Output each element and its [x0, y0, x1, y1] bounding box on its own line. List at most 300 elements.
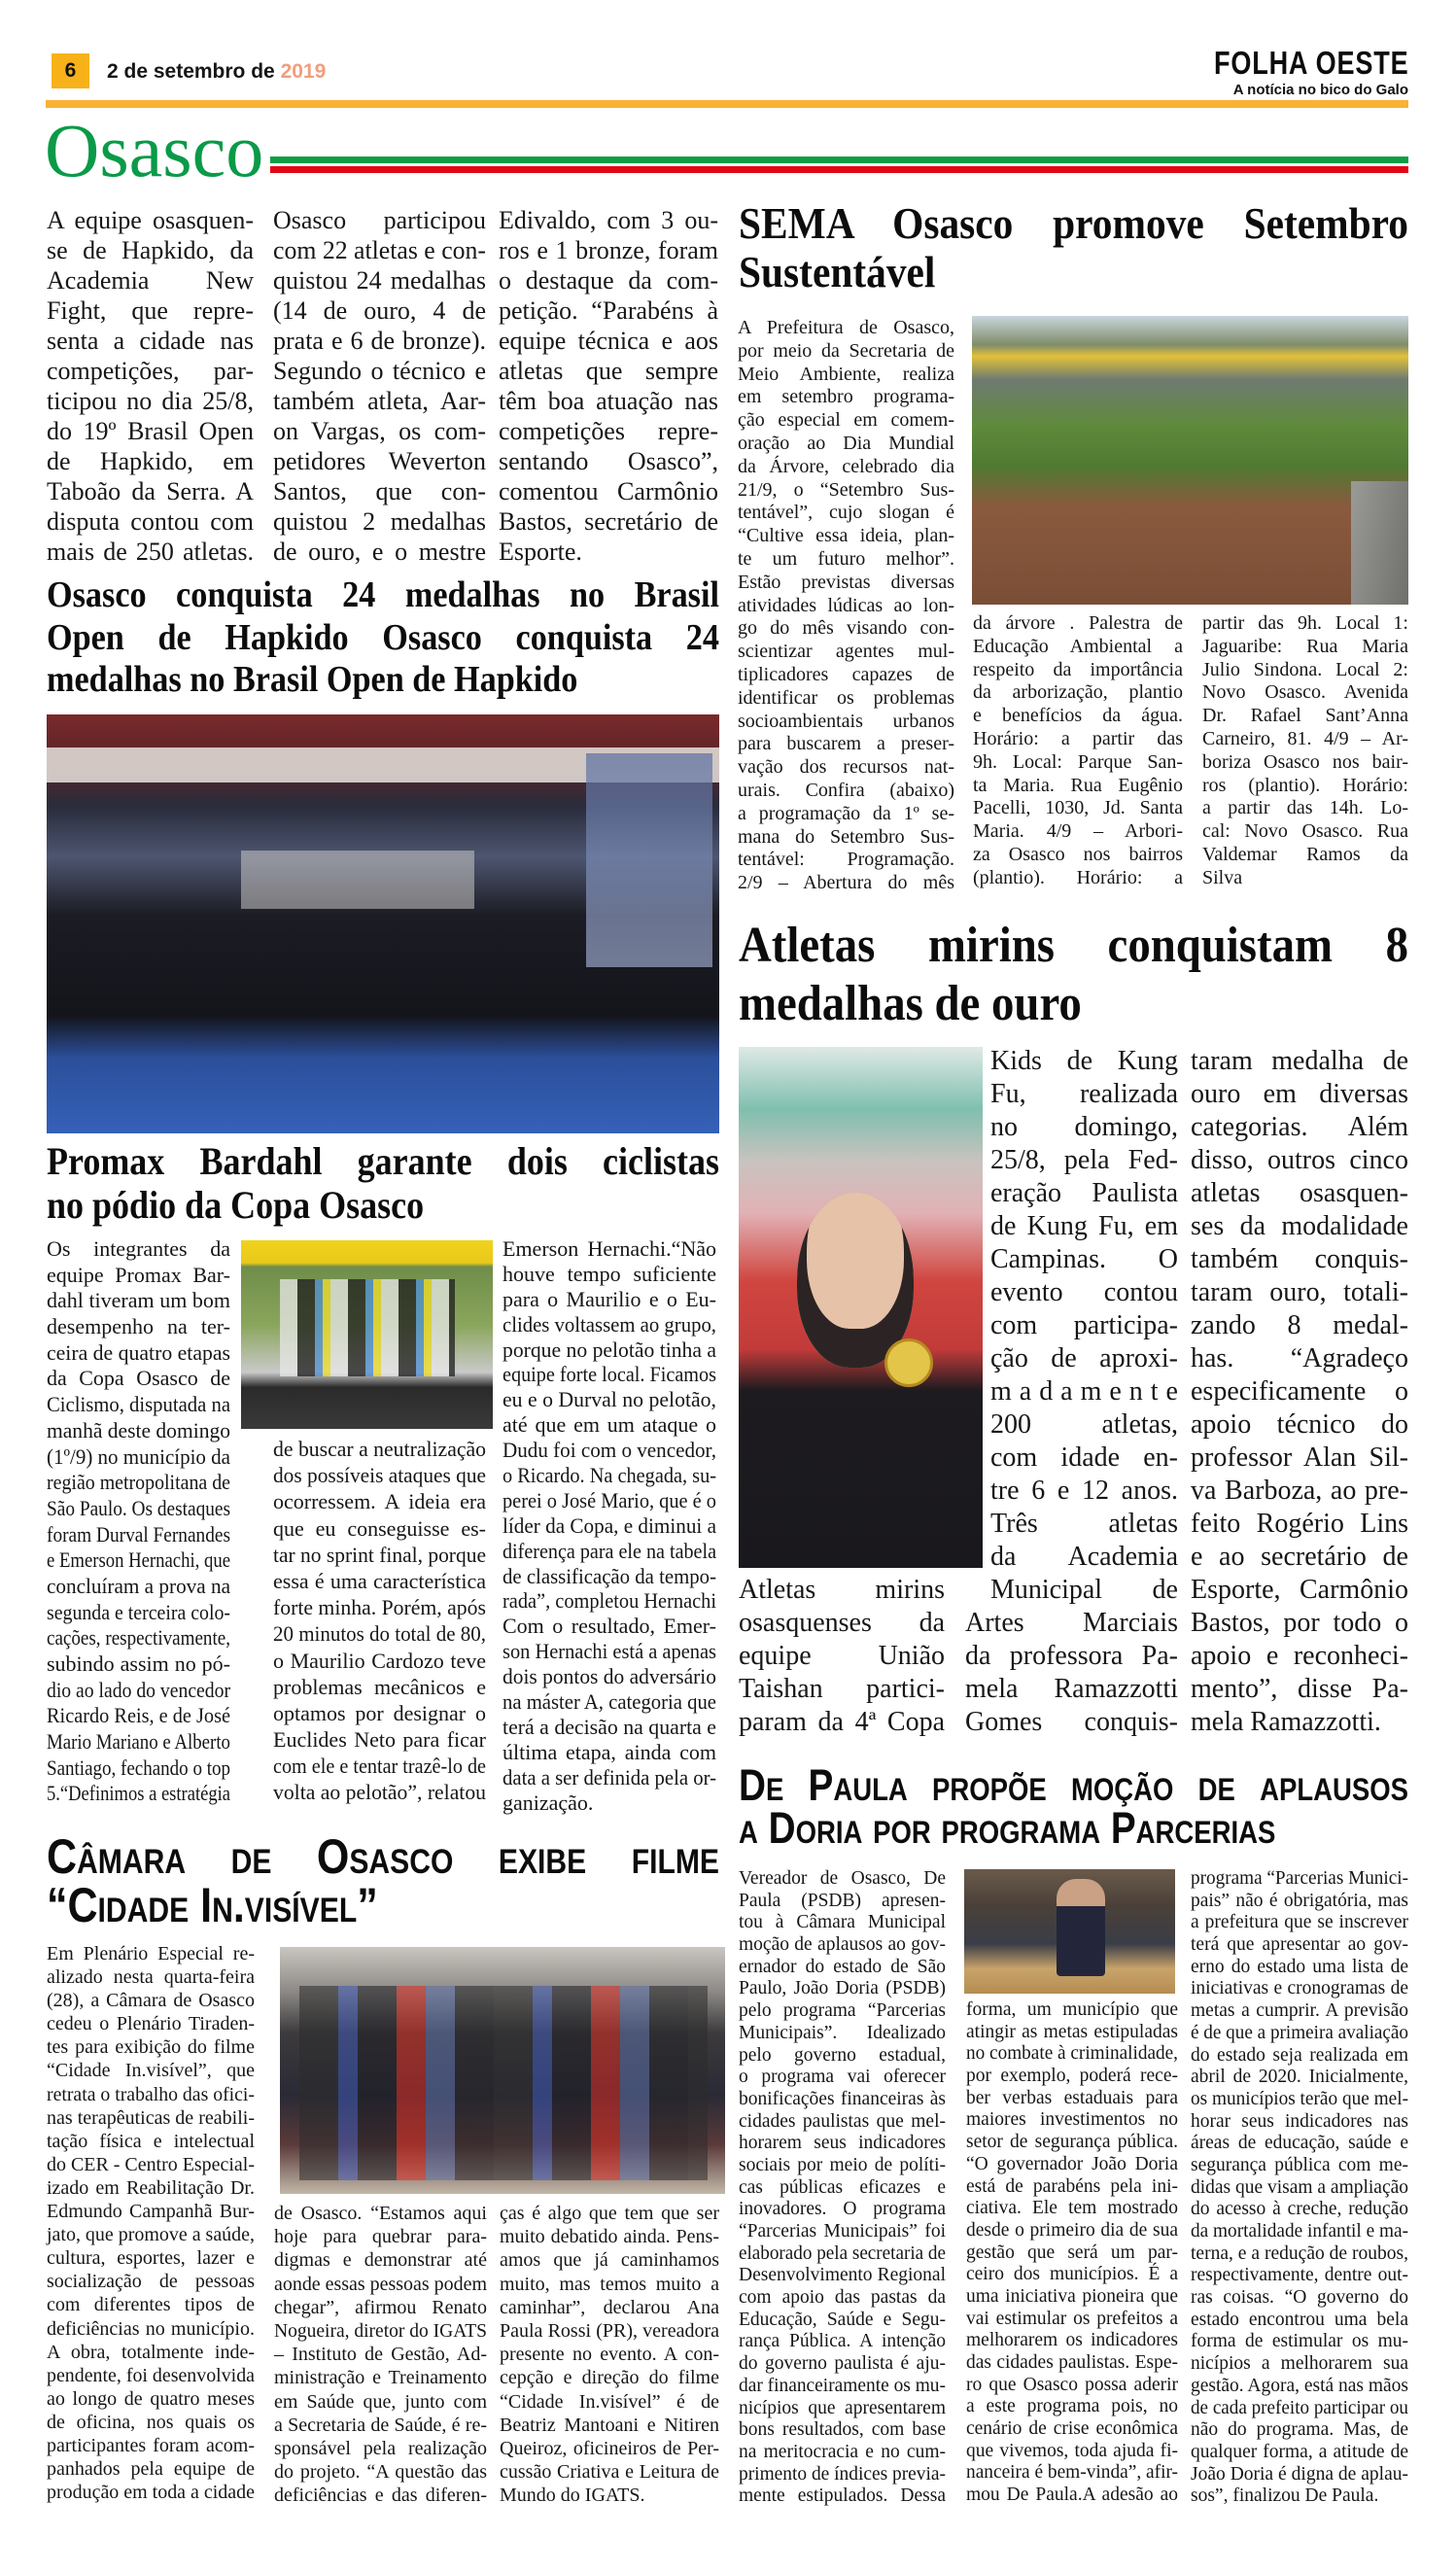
text-line-content: a Doria por programa Parcerias [739, 1803, 1276, 1853]
text-line [1191, 2177, 1408, 2200]
text-line-content: Nogueira, diretor do IGATS [274, 2319, 487, 2342]
text-line [47, 1263, 230, 1289]
text-line [274, 2202, 487, 2225]
header-rule [46, 100, 1408, 108]
text-line-content: forma de estimular os mu- [1191, 2331, 1408, 2352]
text-line-content: terá que apresentar ao gov- [1191, 1934, 1408, 1956]
text-line-content: que eu conseguisse es- [273, 1515, 486, 1541]
text-line-content: cepção e direção do filme [500, 2367, 719, 2389]
text-line [1191, 1957, 1408, 1979]
text-line-content: competições, par- [47, 357, 254, 385]
text-line [47, 1651, 230, 1678]
text-line [47, 386, 254, 416]
text-line [500, 2273, 719, 2296]
text-line-content: Dr. Rafael Sant’Anna [1202, 705, 1408, 727]
text-line-content: Bastos, por todo o [1191, 1608, 1408, 1638]
text-line-content: Taishan partici- [739, 1674, 945, 1704]
atletas-column-2-top [990, 1045, 1178, 1607]
text-line [500, 2390, 719, 2414]
text-line-content: rada”, completou Hernachi [503, 1588, 716, 1614]
text-line [273, 446, 486, 476]
text-line-content: do estado seja realizada em [1191, 2044, 1408, 2066]
text-line [500, 2202, 719, 2225]
text-line-content: os municípios terão que mel- [1191, 2088, 1408, 2109]
text-line-content: atividades lúdicas ao lon- [738, 594, 954, 616]
text-line-content: cal: Novo Osasco. Rua [1202, 820, 1408, 843]
text-line [500, 2343, 719, 2366]
text-line [47, 2246, 255, 2270]
text-line [990, 1541, 1178, 1574]
masthead-tagline: A notícia no bico do Galo [1232, 82, 1408, 98]
text-line-content: equipe técnica e aos [499, 327, 718, 355]
atletas-headline [739, 917, 1408, 1033]
text-line-content: essa é uma característica [273, 1568, 486, 1593]
sema-column-2 [973, 612, 1183, 890]
text-line-content: Fu, realizada [990, 1079, 1178, 1109]
text-line-content: iniciativas e cronogramas de [1191, 1978, 1408, 1999]
text-line-content: amos que já caminhamos [500, 2249, 719, 2272]
text-line [274, 2366, 487, 2389]
text-line-content: deficiências no município. [47, 2317, 255, 2340]
text-line [503, 1790, 716, 1816]
text-line-content: estado encontrou uma bela [1191, 2309, 1408, 2330]
text-line [47, 2059, 255, 2082]
text-line-content: ministração e Treinamento [274, 2367, 487, 2389]
text-line-content: ros e 1 bronze, foram [499, 236, 718, 264]
text-line-content: osasquenses da [739, 1608, 945, 1638]
depaula-column-3 [1191, 1868, 1408, 2508]
text-line [503, 1438, 716, 1463]
text-line-content: izado em Reabilitação Dr. [47, 2176, 255, 2199]
text-line-content: mana do Setembro Sus- [738, 825, 954, 848]
text-line-content: va Barboza, ao pre- [1191, 1476, 1408, 1506]
text-line [499, 386, 718, 416]
text-line-content: Edivaldo, com 3 ou- [499, 206, 718, 234]
text-line [503, 1262, 716, 1287]
text-line-content: Silva [1202, 866, 1243, 888]
text-line-content: ganização. [503, 1790, 594, 1815]
text-line-content: tiplicadores capazes de [738, 663, 954, 685]
text-line [966, 2330, 1178, 2352]
text-line [47, 1965, 255, 1989]
text-line-content: bonificações financeiras às [739, 2088, 946, 2109]
text-line-content: muito debatido ainda. Pens- [500, 2226, 719, 2248]
text-line [47, 476, 254, 506]
text-line-content: Esporte. [499, 538, 582, 566]
text-line-content: Sustentável [739, 247, 936, 296]
text-line [990, 1375, 1178, 1408]
text-line-content: Estão previstas diversas [738, 571, 954, 593]
text-line [738, 456, 954, 479]
text-line-content: gestão. Agora, está nas mãos [1191, 2375, 1408, 2396]
text-line [47, 1496, 230, 1522]
text-line-content: é de que a primeira avaliação [1191, 2022, 1408, 2043]
text-line-content: clides voltassem ao grupo, [503, 1311, 716, 1337]
text-line [47, 2083, 255, 2106]
text-line [1202, 820, 1408, 844]
text-line [273, 205, 486, 235]
text-line [273, 295, 486, 326]
text-line [499, 537, 718, 567]
text-line-content: o Maurilio Cardozo teve [273, 1648, 486, 1673]
text-line [274, 2273, 487, 2296]
text-line [739, 2442, 946, 2464]
text-line [1202, 636, 1408, 659]
text-line-content: melhorarem os indicadores [966, 2330, 1178, 2351]
text-line [500, 2225, 719, 2248]
text-line [973, 820, 1183, 844]
text-line [273, 356, 486, 386]
text-line-content: dio ao lado do vencedor [47, 1677, 230, 1702]
text-line [273, 1674, 486, 1700]
text-line [503, 1765, 716, 1790]
text-line-content: go do mês visando con- [738, 617, 954, 640]
text-line [739, 1706, 945, 1739]
text-line [1191, 1912, 1408, 1934]
text-line [966, 2264, 1178, 2286]
text-line [273, 1726, 486, 1753]
text-line-content: scientizar agentes mul- [738, 641, 954, 663]
text-line [47, 1314, 230, 1340]
text-line [739, 2243, 946, 2266]
text-line-content: mente estipulados. Dessa [739, 2485, 946, 2507]
text-line [965, 1607, 1178, 1640]
text-line [965, 1706, 1178, 1739]
text-line [966, 2022, 1178, 2044]
text-line-content: com ele e tentar trazê-lo de [273, 1754, 486, 1779]
text-line [47, 2457, 255, 2481]
text-line [1191, 1508, 1408, 1541]
text-line-content: cas públicas eficazes e [739, 2176, 946, 2198]
text-line [966, 2198, 1178, 2220]
text-line [738, 548, 954, 572]
text-line [738, 409, 954, 433]
text-line [966, 2418, 1178, 2441]
masthead-logo: FOLHA OESTE [1213, 45, 1408, 81]
text-line [738, 641, 954, 664]
text-line-content: diferença para ele na tabela [503, 1538, 716, 1563]
text-line-content: está de parabéns pela ini- [966, 2175, 1178, 2197]
text-line [273, 476, 486, 506]
text-line [739, 2089, 946, 2111]
text-line-content: data a ser definida pela or- [503, 1764, 716, 1790]
text-line [500, 2484, 719, 2507]
text-line [739, 1934, 946, 1957]
text-line-content: dahl tiveram um bom [47, 1288, 230, 1313]
text-line [500, 2366, 719, 2389]
text-line-content: gestão que será um par- [966, 2242, 1178, 2263]
text-line [47, 2153, 255, 2176]
text-line [966, 2352, 1178, 2375]
text-line-content: ses da modalidade [1191, 1211, 1408, 1241]
text-line [503, 1689, 716, 1715]
text-line-content: “Cultive essa ideia, plan- [738, 525, 954, 547]
text-line-content: equipe União [739, 1641, 945, 1671]
text-line [47, 2481, 255, 2504]
text-line [1191, 1475, 1408, 1508]
text-line [47, 2200, 255, 2223]
text-line-content: têm boa atuação nas [499, 387, 718, 415]
text-line [1191, 1706, 1408, 1739]
text-line [739, 1607, 945, 1640]
text-line-content: urais. Confira (abaixo) [738, 779, 954, 801]
text-line-content: eração Paulista [990, 1178, 1178, 1208]
text-line-content: de cada prefeito participar ou [1191, 2397, 1408, 2418]
page-number-badge [52, 53, 89, 88]
text-line [739, 1673, 945, 1706]
text-line-content: De Paula propõe moção de aplausos [739, 1760, 1408, 1810]
camara-column-2 [274, 2202, 487, 2507]
text-line [47, 1878, 719, 1932]
text-line-content: Vereador de Osasco, De [739, 1868, 946, 1889]
text-line-content: manhã deste domingo [47, 1417, 230, 1442]
text-line-content: “Cidade In.visível” é de [500, 2390, 719, 2413]
text-line-content: o programa vai oferecer [739, 2067, 946, 2088]
kung-fu-athlete-photo [739, 1047, 983, 1568]
text-line [47, 2434, 255, 2457]
text-line [47, 1522, 230, 1548]
text-line [274, 2296, 487, 2319]
text-line-content: mento”, disse Pa- [1191, 1674, 1408, 1704]
text-line-content: oração ao Dia Mundial [738, 432, 954, 454]
text-line [47, 506, 254, 537]
text-line [738, 479, 954, 503]
atletas-column-3 [1191, 1045, 1408, 1739]
text-line-content: horar seus indicadores nas [1191, 2110, 1408, 2132]
text-line [738, 572, 954, 595]
text-line-content: ro que Osasco possa aderir [966, 2374, 1178, 2395]
text-line-content: áreas de educação, saúde e [1191, 2133, 1408, 2154]
text-line [973, 751, 1183, 775]
text-line-content: Horário: a partir das [973, 727, 1183, 749]
text-line [1191, 2419, 1408, 2442]
text-line-content: (14 de ouro, 4 de [273, 296, 486, 325]
text-line-content: equipe forte local. Ficamos [503, 1362, 716, 1387]
text-line-content: Ricardo Reis, e de José [47, 1703, 230, 1728]
text-line [1191, 1045, 1408, 1078]
text-line [499, 326, 718, 356]
text-line [47, 2317, 255, 2341]
text-line-content: eu e o Durval no pelotão, [503, 1387, 716, 1412]
text-line-content: Promax Bardahl garante dois ciclistas [47, 1139, 720, 1183]
hapkido-team-photo [47, 714, 719, 1133]
text-line-content: do projeto. “A questão das [274, 2461, 487, 2484]
text-line [273, 1648, 486, 1674]
text-line [973, 797, 1183, 820]
text-line-content: nas terapêuticas de reabili- [47, 2106, 255, 2129]
text-line-content: no pódio da Copa Osasco [47, 1183, 425, 1227]
text-line [1191, 1111, 1408, 1144]
text-line-content: volta ao pelotão”, relatou [273, 1780, 486, 1805]
text-line [973, 681, 1183, 705]
text-line [1191, 2045, 1408, 2068]
text-line [273, 537, 486, 567]
text-line-content: da professora Pa- [965, 1641, 1178, 1671]
text-line [1202, 867, 1408, 890]
text-line-content: problemas mecânicos e [273, 1674, 486, 1699]
text-line [47, 1139, 719, 1183]
text-line [973, 705, 1183, 728]
text-line-content: panhados pela equipe de [47, 2458, 255, 2481]
text-line [500, 2414, 719, 2437]
text-line [739, 1640, 945, 1673]
text-line-content: competições repre- [499, 417, 718, 445]
text-line-content: ao longo de quatro meses [47, 2387, 255, 2410]
text-line [738, 595, 954, 618]
text-line [990, 1276, 1178, 1309]
text-line-content: comentou Carmônio [499, 477, 718, 505]
text-line-content: na máster A, categoria que [503, 1689, 716, 1715]
text-line-content: cussão Criativa e Leitura de [500, 2461, 719, 2484]
photo-medal [884, 1338, 933, 1387]
text-line [1202, 705, 1408, 728]
text-line [738, 849, 954, 872]
photo-speaker [1057, 1879, 1105, 1976]
text-line-content: “Cidade In.visível” [47, 1878, 378, 1932]
text-line [47, 1547, 230, 1574]
text-line-content: medalhas no Brasil Open de Hapkido [47, 659, 578, 700]
text-line-content: erno do estado uma lista de [1191, 1956, 1408, 1977]
text-line [739, 1978, 946, 2000]
text-line [503, 1287, 716, 1312]
text-line [47, 1625, 230, 1651]
text-line [503, 1338, 716, 1363]
text-line-content: metas a cumprir. A previsão [1191, 2000, 1408, 2022]
text-line-content: horarem seus indicadores [739, 2133, 946, 2154]
text-line-content: professor Alan Sil- [1191, 1442, 1408, 1473]
text-line-content: Beatriz Mantoani e Nitiren [500, 2414, 719, 2436]
promax-headline [47, 1139, 719, 1227]
text-line-content: ciativa. Ele tem mostrado [966, 2198, 1178, 2219]
text-line [273, 265, 486, 295]
text-line-content: da Copa Osasco de [47, 1366, 230, 1391]
text-line-content: feito Rogério Lins [1191, 1509, 1408, 1539]
text-line [1191, 2353, 1408, 2376]
text-line-content: também conquis- [1191, 1244, 1408, 1274]
tree-planting-photo [972, 316, 1408, 605]
text-line-content: desempenho na ter- [47, 1314, 230, 1339]
text-line [738, 617, 954, 641]
text-line-content: nanceira é bem-vinda”, afir- [966, 2462, 1178, 2484]
text-line-content: da Árvore, celebrado dia [738, 455, 954, 477]
text-line-content: evento contou [990, 1277, 1178, 1307]
text-line-content: – Instituto de Gestão, Ad- [274, 2344, 487, 2366]
text-line-content: jato, que promove a saúde, [47, 2224, 255, 2246]
text-line-content: Julio Sindona. Local 2: [1202, 658, 1408, 680]
text-line [966, 2043, 1178, 2066]
text-line-content: Osasco conquista 24 medalhas no Brasil [47, 574, 720, 615]
text-line-content: pais” não é obrigatória, mas [1191, 1890, 1408, 1911]
text-line [273, 1568, 486, 1594]
text-line [503, 1236, 716, 1262]
text-line [966, 2066, 1178, 2088]
text-line [273, 1488, 486, 1514]
text-line [1191, 1541, 1408, 1574]
text-line-content: uma iniciativa pioneira que [966, 2285, 1178, 2307]
text-line-content: disso, outros cinco [1191, 1145, 1408, 1175]
text-line [503, 1312, 716, 1338]
text-line [966, 2242, 1178, 2265]
text-line [1191, 2243, 1408, 2266]
text-line-content: ocorressem. A ideia era [273, 1489, 486, 1514]
text-line [1191, 1243, 1408, 1276]
text-line-content: caminhar”, declarou Ana [500, 2296, 719, 2318]
text-line [499, 265, 718, 295]
text-line-content: segurança pública com me- [1191, 2154, 1408, 2175]
text-line-content: ceira de quatro etapas [47, 1339, 230, 1365]
text-line [990, 1574, 1178, 1607]
text-line [973, 612, 1183, 636]
text-line-content: Os integrantes da [47, 1236, 230, 1261]
text-line-content: Valdemar Ramos da [1202, 843, 1408, 865]
text-line [47, 2106, 255, 2130]
text-line-content: Artes Marciais [965, 1608, 1178, 1638]
text-line [990, 1177, 1178, 1210]
text-line-content: ros (plantio). Horário: [1202, 774, 1408, 796]
text-line [47, 205, 254, 235]
text-line-content: líder da Copa, e diminui a [503, 1512, 716, 1538]
text-line [47, 446, 254, 476]
issue-date [107, 60, 326, 84]
text-line [990, 1508, 1178, 1541]
text-line [47, 295, 254, 326]
text-line-content: medalhas de ouro [739, 976, 1082, 1031]
text-line [738, 872, 954, 895]
text-line-content: muito, mas temos muito a [500, 2273, 719, 2295]
text-line [738, 664, 954, 687]
text-line [739, 2376, 946, 2398]
text-line [503, 1539, 716, 1564]
text-line [47, 1703, 230, 1729]
de-paula-podium-photo [964, 1869, 1175, 1994]
text-line-content: prata e 6 de bronze). [273, 327, 486, 355]
hapkido-column-1 [47, 205, 254, 567]
photo-backdrop [241, 851, 474, 909]
text-line [1202, 844, 1408, 867]
text-line [1191, 2023, 1408, 2045]
hapkido-column-3 [499, 205, 718, 567]
text-line [739, 2265, 946, 2287]
text-line [739, 2111, 946, 2134]
text-line-content: primento de índices previa- [739, 2463, 946, 2485]
text-line [500, 2460, 719, 2484]
text-line-content: ta Maria. Rua Eugênio [973, 774, 1183, 796]
text-line-content: ticipou no dia 25/8, [47, 387, 254, 415]
text-line-content: categorias. Além [1191, 1112, 1408, 1142]
text-line [1191, 1442, 1408, 1475]
text-line-content: cenário de crise econômica [966, 2418, 1178, 2440]
text-line-content: Desenvolvimento Regional [739, 2265, 946, 2286]
text-line [274, 2343, 487, 2366]
text-line [739, 1760, 1408, 1810]
text-line [47, 1781, 230, 1807]
text-line-content: para o Maurilio e o Eu- [503, 1286, 716, 1311]
text-line [738, 317, 954, 340]
text-line-content: a programação da 1º se- [738, 802, 954, 824]
text-line [739, 2023, 946, 2045]
text-line [990, 1475, 1178, 1508]
text-line [738, 756, 954, 780]
text-line [739, 2398, 946, 2420]
text-line-content: dois pontos do adversário [503, 1664, 716, 1689]
text-line [503, 1664, 716, 1689]
text-line [1191, 1375, 1408, 1408]
text-line-content: Euclides Neto para ficar [273, 1727, 486, 1753]
text-line [1202, 681, 1408, 705]
text-line [966, 1999, 1178, 2022]
text-line-content: te um futuro melhor”. [738, 547, 954, 570]
text-line [47, 2387, 255, 2411]
